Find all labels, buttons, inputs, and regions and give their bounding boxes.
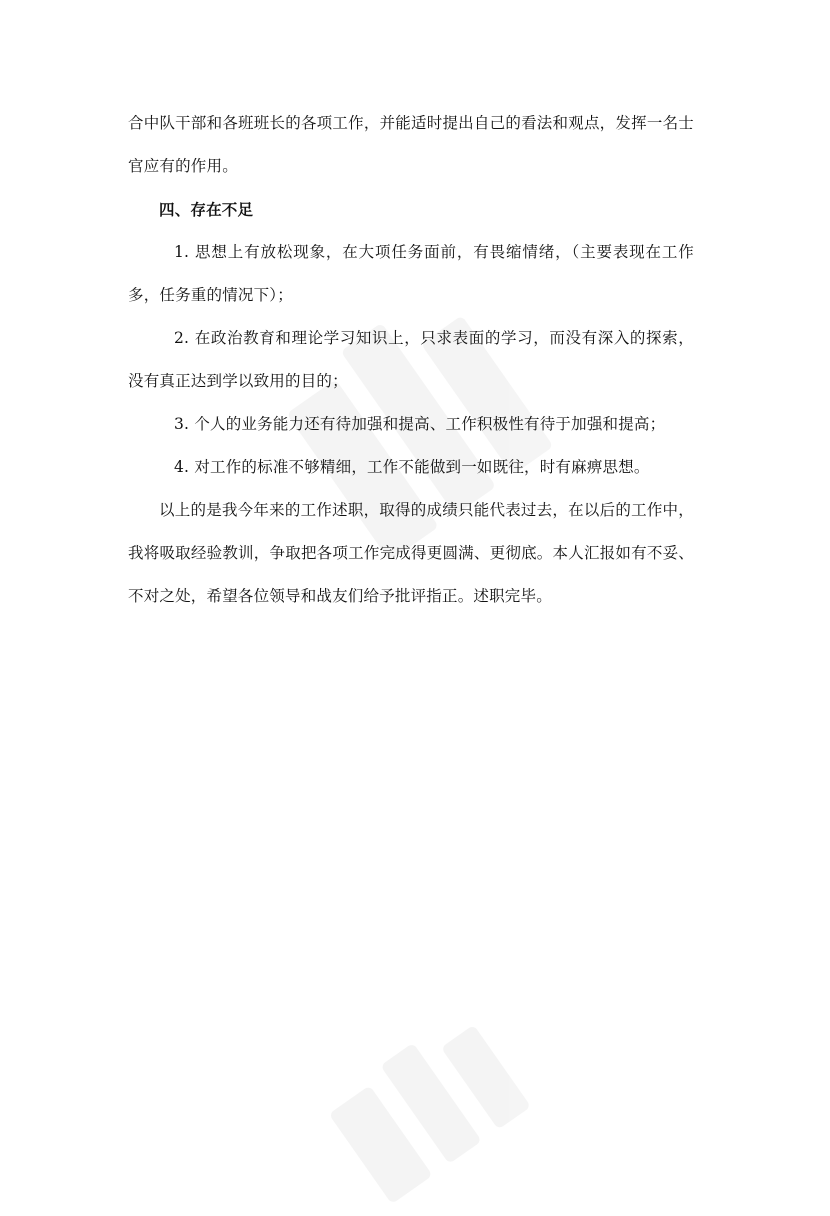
section-heading: 四、存在不足 (159, 200, 254, 219)
list-item: 1. 思想上有放松现象，在大项任务面前，有畏缩情绪，（主要表现在工作多，任务重的情况下）； (128, 243, 694, 304)
document-body (128, 102, 694, 618)
watermark-logo-bottom (301, 994, 539, 1215)
paragraph-closing: 以上的是我今年来的工作述职，取得的成绩只能代表过去，在以后的工作中，我将吸取经验教训，争取把各项工作完成得更圆满、更彻底。本人汇报如有不妥、不对之处，希望各位领导和战友们给予批评指正。述职完毕。 (128, 501, 694, 605)
paragraph-continuation: 合中队干部和各班班长的各项工作，并能适时提出自己的看法和观点，发挥一名士官应有的作用。 (128, 114, 694, 175)
list-item: 3. 个人的业务能力还有待加强和提高、工作积极性有待于加强和提高； (174, 415, 666, 433)
list-item: 4. 对工作的标准不够精细，工作不能做到一如既往，时有麻痹思想。 (174, 458, 650, 476)
list-item: 2. 在政治教育和理论学习知识上，只求表面的学习，而没有深入的探索，没有真正达到学以致用的目的； (128, 329, 694, 390)
